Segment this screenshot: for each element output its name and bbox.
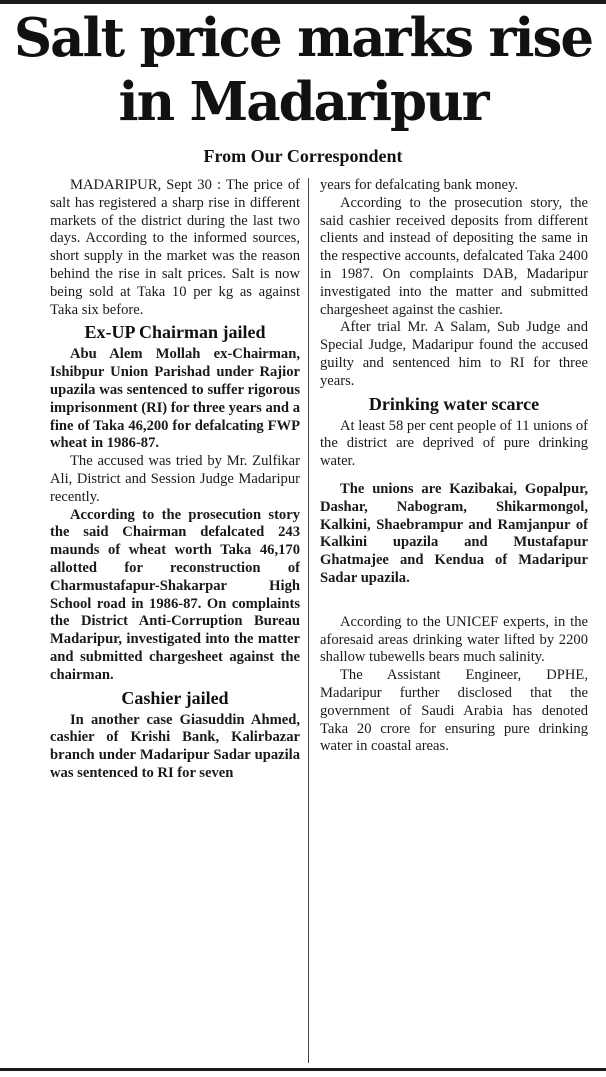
right-column (320, 177, 588, 1062)
paragraph-gap-large (320, 588, 588, 614)
headline: Salt price marks rise in Madaripur (13, 7, 593, 133)
paragraph-cashier-case: In another case Giasuddin Ahmed, cashier of Krishi Bank, Kalirbazar branch under Madaripur Sadar upazila was sentenced to RI for seven (50, 711, 300, 781)
paragraph-trial-judge: The accused was tried by Mr. Zulfikar Ali, District and Session Judge Madaripur recently. (50, 453, 300, 505)
paragraph-unicef-experts: According to the UNICEF experts, in the aforesaid areas drinking water lifted by 2200 shallow tubewells bears much salinity. (320, 613, 588, 666)
paragraph-water-deprived: At least 58 per cent people of 11 unions of the district are deprived of pure drinking water. (320, 417, 588, 470)
paragraph-unions-list: The unions are Kazibakai, Gopalpur, Dashar, Nabogram, Shikarmongol, Kalkini, Shaebrampur and Ramjanpur of Kalkini upazila and Mustafapur Ghatmajee and Kendua of Madaripur Sadar upazila. (320, 480, 588, 586)
top-border-rule (0, 0, 606, 4)
paragraph-cashier-continued: years for defalcating bank money. (320, 177, 519, 193)
paragraph-chairman-sentence: Abu Alem Mollah ex-Chairman, Ishibpur Union Parishad under Rajior upazila was sentenced to suffer rigorous imprisonment (RI) for three years and a fine of Taka 46,200 for defalcating FWP wheat in 1986-87. (50, 346, 300, 452)
subheading-ex-up-chairman: Ex-UP Chairman jailed (84, 322, 266, 343)
subheading-drinking-water: Drinking water scarce (368, 393, 540, 414)
paragraph-cashier-verdict: After trial Mr. A Salam, Sub Judge and Special Judge, Madaripur found the accused guilty and sentenced him to RI for three years. (320, 319, 588, 389)
column-divider (308, 178, 309, 1063)
byline: From Our Correspondent (203, 146, 403, 166)
paragraph-prosecution-chairman: According to the prosecution story the said Chairman defalcated 243 maunds of wheat worth Taka 46,170 allotted for reconstruction of Charmustafapur-Shakarpar High School road in 1986-87. On complaints the District Anti-Corruption Bureau Madaripur, investigated into the matter and submitted chargesheet against the chairman. (50, 506, 300, 683)
subheading-cashier-jailed: Cashier jailed (121, 687, 229, 708)
left-column (50, 177, 300, 1062)
bottom-border-rule (0, 1068, 606, 1071)
paragraph-gap (320, 471, 588, 481)
paragraph-prosecution-cashier: According to the prosecution story, the said cashier received deposits from different clients and instead of depositing the same in the respective accounts, defalcated Taka 2400 in 1987. On complaints DAB, Madaripur investigated into the matter and submitted chargesheet against the cashier. (320, 194, 588, 318)
paragraph-saudi-grant: The Assistant Engineer, DPHE, Madaripur further disclosed that the government of Saudi Arabia has denoted Taka 20 crore for ensuring pure drinking water in coastal areas. (320, 667, 588, 755)
paragraph-salt-price: MADARIPUR, Sept 30 : The price of salt has registered a sharp rise in different markets of the district during the last two days. According to the informed sources, short supply in the market was the reason behind the rise in salt prices. Salt is now being sold at Taka 10 per kg as against Taka six before. (50, 177, 300, 318)
